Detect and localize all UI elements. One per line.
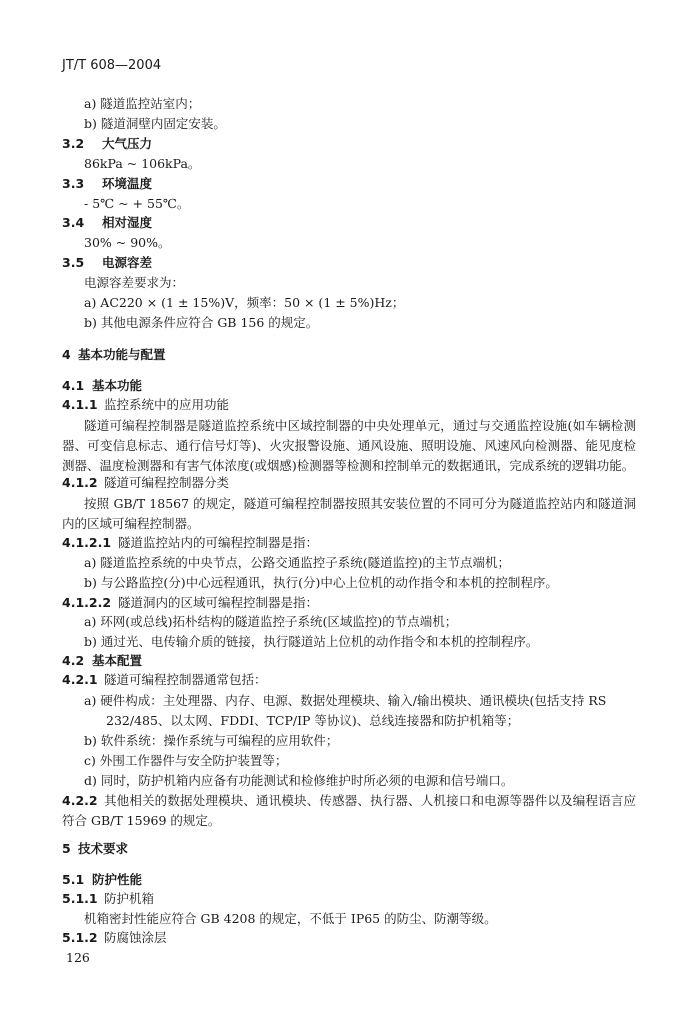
section-number: 4.1.1 bbox=[62, 397, 98, 412]
section-number: 5.1 bbox=[62, 872, 85, 887]
section-number: 4.2.1 bbox=[62, 672, 98, 687]
list-item: b) 隧道洞壁内固定安装。 bbox=[84, 116, 226, 131]
section-heading: 隧道监控站内的可编程控制器是指： bbox=[118, 535, 319, 550]
section-number: 4.1.2.2 bbox=[62, 595, 112, 610]
section-number: 4.2.2 bbox=[62, 793, 98, 808]
list-item: d) 同时，防护机箱内应备有功能测试和检修维护时所必须的电源和信号端口。 bbox=[84, 773, 514, 788]
section-number: 4 bbox=[62, 347, 71, 362]
section-heading: 大气压力 bbox=[102, 136, 153, 151]
section-heading: 环境温度 bbox=[102, 176, 153, 191]
section-number: 3.5 bbox=[62, 255, 85, 270]
section-number: 4.1 bbox=[62, 378, 85, 393]
section-heading: 防护机箱 bbox=[104, 891, 155, 906]
section-number: 4.2 bbox=[62, 653, 85, 668]
list-item: b) 与公路监控(分)中心远程通讯，执行(分)中心上位机的动作指令和本机的控制程序。 bbox=[84, 575, 558, 590]
list-item: a) 环网(或总线)拓朴结构的隧道监控子系统(区域监控)的节点端机； bbox=[84, 614, 458, 629]
body-text: 电源容差要求为： bbox=[84, 275, 185, 290]
body-text: 30% ~ 90%。 bbox=[84, 235, 171, 250]
section-number: 4.1.2 bbox=[62, 475, 98, 490]
section-heading: 技术要求 bbox=[78, 841, 129, 856]
section-number: 3.3 bbox=[62, 176, 85, 191]
body-paragraph: 其他相关的数据处理模块、通讯模块、传感器、执行器、人机接口和电源等器件以及编程语言应符合 GB/T 15969 的规定。 bbox=[62, 793, 636, 828]
section-heading: 监控系统中的应用功能 bbox=[104, 397, 230, 412]
section-heading: 基本功能与配置 bbox=[78, 347, 166, 362]
section-heading: 基本功能 bbox=[92, 378, 143, 393]
body-paragraph: 隧道可编程控制器是隧道监控系统中区域控制器的中央处理单元，通过与交通监控设施(如车辆检测器、可变信息标志、通行信号灯等)、火灾报警设施、通风设施、照明设施、风速风向检测器、能见度检测器、温度检测器和有害气体浓度(或烟感)检测器等检测和控制单元的数据通讯，完成系统的逻辑功能。 bbox=[62, 418, 636, 473]
list-item: b) 软件系统：操作系统与可编程的应用软件； bbox=[84, 733, 339, 748]
standard-code-header: JT/T 608—2004 bbox=[62, 58, 162, 73]
section-number: 5.1.2 bbox=[62, 930, 98, 945]
section-heading: 隧道洞内的区域可编程控制器是指： bbox=[118, 595, 319, 610]
section-number: 3.4 bbox=[62, 215, 85, 230]
list-item: a) 隧道监控系统的中央节点，公路交通监控子系统(隧道监控)的主节点端机； bbox=[84, 555, 511, 570]
list-item: b) 其他电源条件应符合 GB 156 的规定。 bbox=[84, 315, 319, 330]
body-text: 86kPa ~ 106kPa。 bbox=[84, 156, 201, 171]
section-heading: 隧道可编程控制器分类 bbox=[104, 475, 230, 490]
section-heading: 防护性能 bbox=[92, 872, 143, 887]
body-text: 机箱密封性能应符合 GB 4208 的规定，不低于 IP65 的防尘、防潮等级。 bbox=[84, 911, 497, 926]
section-number: 3.2 bbox=[62, 136, 85, 151]
list-item: a) AC220 × (1 ± 15%)V，频率：50 × (1 ± 5%)Hz； bbox=[84, 295, 405, 310]
page-number: 126 bbox=[66, 950, 90, 965]
section-number: 4.1.2.1 bbox=[62, 535, 112, 550]
section-number: 5.1.1 bbox=[62, 891, 98, 906]
list-item: c) 外围工作器件与安全防护装置等； bbox=[84, 753, 288, 768]
list-item: b) 通过光、电传输介质的链接，执行隧道站上位机的动作指令和本机的控制程序。 bbox=[84, 634, 539, 649]
section-heading: 相对湿度 bbox=[102, 215, 153, 230]
section-number: 5 bbox=[62, 841, 71, 856]
body-paragraph: 按照 GB/T 18567 的规定，隧道可编程控制器按照其安装位置的不同可分为隧道监控站内和隧道洞内的区域可编程控制器。 bbox=[62, 496, 636, 531]
section-heading: 基本配置 bbox=[92, 653, 143, 668]
section-heading: 隧道可编程控制器通常包括： bbox=[104, 672, 267, 687]
section-heading: 防腐蚀涂层 bbox=[104, 930, 167, 945]
list-item: a) 硬件构成：主处理器、内存、电源、数据处理模块、输入/输出模块、通讯模块(包括支持 RS 232/485、以太网、FDDI、TCP/IP 等协议)、总线连接器和防护机箱等； bbox=[84, 693, 607, 728]
body-text: - 5℃ ~ + 55℃。 bbox=[84, 196, 190, 211]
section-heading: 电源容差 bbox=[102, 255, 153, 270]
list-item: a) 隧道监控站室内； bbox=[84, 96, 201, 111]
